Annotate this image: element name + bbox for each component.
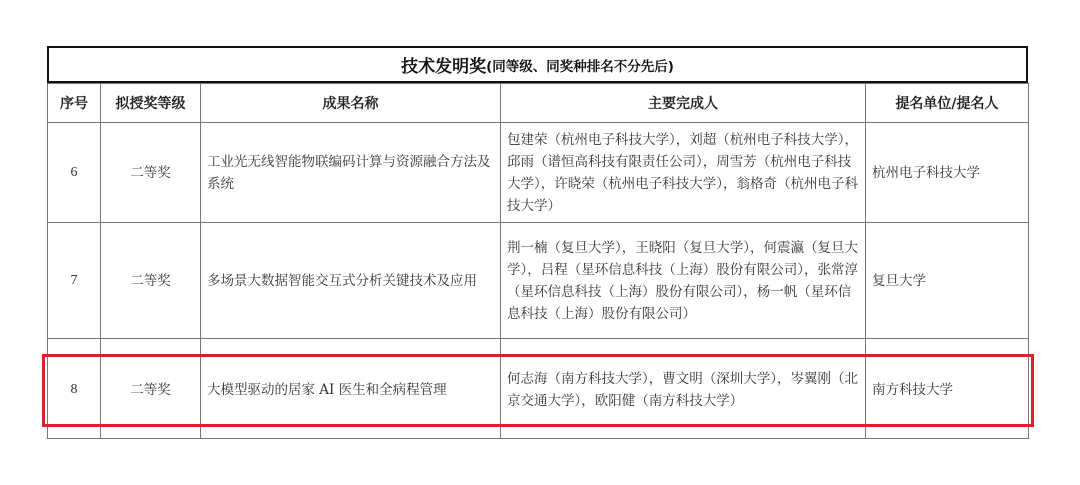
row-project-name: 多场景大数据智能交互式分析关键技术及应用 [201, 223, 501, 339]
award-table [47, 83, 1029, 439]
row-nominator: 复旦大学 [866, 223, 1029, 339]
section-title-main: 技术发明奖 [401, 57, 487, 77]
row-index: 6 [48, 123, 101, 223]
row-contributors: 何志海（南方科技大学），曹文明（深圳大学），岑翼刚（北京交通大学），欧阳健（南方科技大学） [501, 356, 866, 425]
spacer-cell [201, 339, 501, 356]
row-index: 7 [48, 223, 101, 339]
row-nominator: 杭州电子科技大学 [866, 123, 1029, 223]
table-row [48, 123, 1029, 223]
header-index: 序号 [48, 84, 101, 123]
spacer-cell [201, 425, 501, 439]
row-nominator: 南方科技大学 [866, 356, 1029, 425]
row-award-level: 二等奖 [101, 223, 201, 339]
table-header-row [48, 84, 1029, 123]
row-contributors: 包建荣（杭州电子科技大学），刘超（杭州电子科技大学），邱雨（谱恒高科技有限责任公司），周雪芳（杭州电子科技大学），许晓荣（杭州电子科技大学），翁格奇（杭州电子科技大学） [501, 123, 866, 223]
row-award-level: 二等奖 [101, 356, 201, 425]
spacer-cell [101, 339, 201, 356]
header-award-level: 拟授奖等级 [101, 84, 201, 123]
table-spacer-row [48, 339, 1029, 356]
table-spacer-row [48, 425, 1029, 439]
spacer-cell [48, 425, 101, 439]
row-project-name: 大模型驱动的居家 AI 医生和全病程管理 [201, 356, 501, 425]
spacer-cell [48, 339, 101, 356]
spacer-cell [101, 425, 201, 439]
header-nominator: 提名单位/提名人 [866, 84, 1029, 123]
section-title [47, 46, 1028, 83]
spacer-cell [501, 339, 866, 356]
table-row [48, 223, 1029, 339]
header-project-name: 成果名称 [201, 84, 501, 123]
header-contributors: 主要完成人 [501, 84, 866, 123]
spacer-cell [501, 425, 866, 439]
spacer-cell [866, 425, 1029, 439]
spacer-cell [866, 339, 1029, 356]
row-index: 8 [48, 356, 101, 425]
row-contributors: 荆一楠（复旦大学），王晓阳（复旦大学），何震瀛（复旦大学），吕程（星环信息科技（上海）股份有限公司），张常淳（星环信息科技（上海）股份有限公司），杨一帆（星环信息科技（上海）股份有限公司） [501, 223, 866, 339]
table-row-highlighted [48, 356, 1029, 425]
section-title-note: (同等级、同奖种排名不分先后) [486, 58, 674, 75]
row-award-level: 二等奖 [101, 123, 201, 223]
row-project-name: 工业光无线智能物联编码计算与资源融合方法及系统 [201, 123, 501, 223]
award-document [47, 46, 1028, 439]
